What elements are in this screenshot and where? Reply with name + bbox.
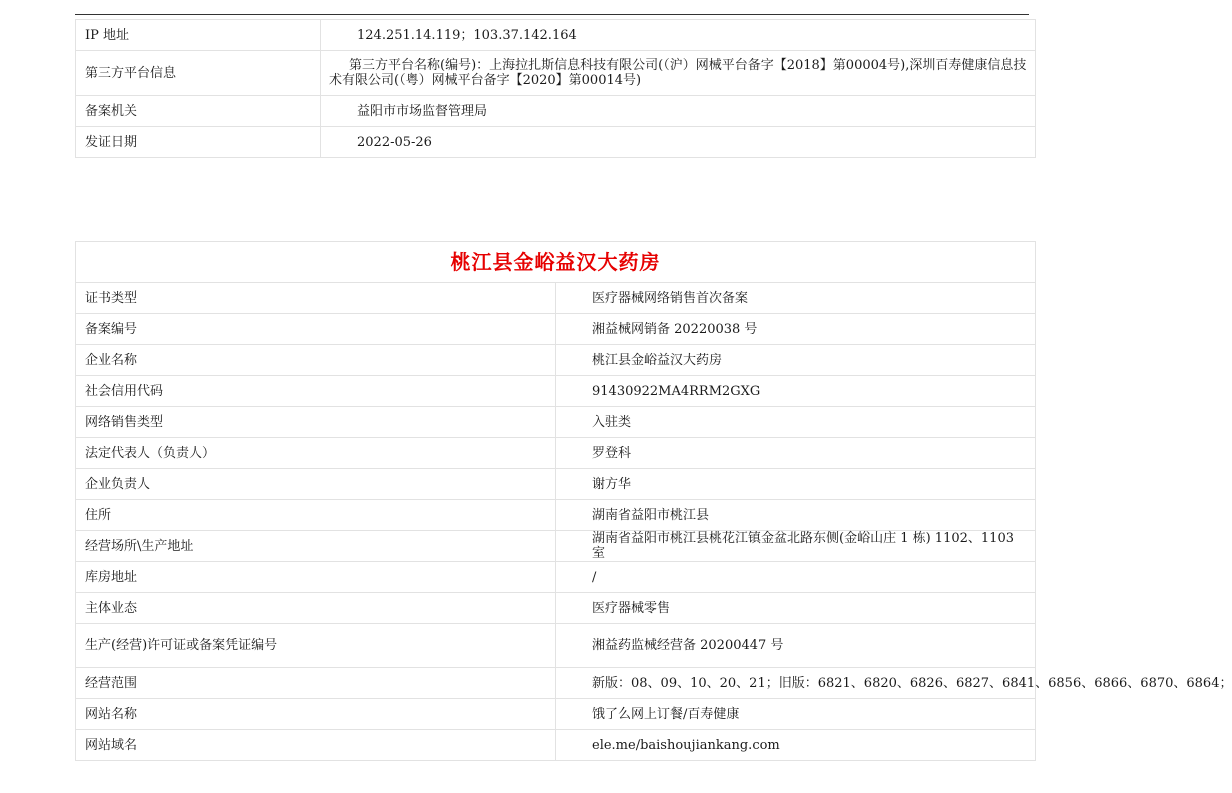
table-row [76, 127, 1036, 158]
table-row [76, 562, 1036, 593]
table-row [76, 730, 1036, 761]
row-value: ele.me/baishoujiankang.com [556, 730, 1036, 761]
table-row [76, 469, 1036, 500]
row-value: 入驻类 [556, 407, 1036, 438]
row-value: 湘益械网销备 20220038 号 [556, 314, 1036, 345]
row-label: 第三方平台信息 [76, 51, 321, 96]
row-value: / [556, 562, 1036, 593]
row-value: 湖南省益阳市桃江县桃花江镇金盆北路东侧(金峪山庄 1 栋) 1102、1103 室 [556, 531, 1036, 562]
row-label: 经营场所\生产地址 [76, 531, 556, 562]
row-label: 法定代表人（负责人） [76, 438, 556, 469]
row-value: 124.251.14.119；103.37.142.164 [321, 20, 1036, 51]
row-value: 益阳市市场监督管理局 [321, 96, 1036, 127]
row-value: 湘益药监械经营备 20200447 号 [556, 624, 1036, 668]
table-row [76, 283, 1036, 314]
row-value: 湖南省益阳市桃江县 [556, 500, 1036, 531]
row-value: 谢方华 [556, 469, 1036, 500]
row-value: 医疗器械网络销售首次备案 [556, 283, 1036, 314]
filing-info-table-continued [75, 19, 1036, 158]
table-row [76, 624, 1036, 668]
row-label: 备案编号 [76, 314, 556, 345]
table-row [76, 699, 1036, 730]
filing-info-table [75, 241, 1232, 761]
row-label: 企业负责人 [76, 469, 556, 500]
row-label: 发证日期 [76, 127, 321, 158]
row-label: 备案机关 [76, 96, 321, 127]
row-label: 社会信用代码 [76, 376, 556, 407]
table-row [76, 593, 1036, 624]
table-row [76, 407, 1036, 438]
row-value: 2022-05-26 [321, 127, 1036, 158]
table-row [76, 500, 1036, 531]
row-label: 网络销售类型 [76, 407, 556, 438]
table-row [76, 438, 1036, 469]
row-value: 91430922MA4RRM2GXG [556, 376, 1036, 407]
table-row [76, 314, 1036, 345]
row-value: 桃江县金峪益汉大药房 [556, 345, 1036, 376]
table-row [76, 96, 1036, 127]
row-value: 新版：08、09、10、20、21；旧版：6821、6820、6826、6827、6841、6856、6866、6870、6864； [556, 668, 1036, 699]
row-label: 主体业态 [76, 593, 556, 624]
row-label: 网站域名 [76, 730, 556, 761]
row-label: 住所 [76, 500, 556, 531]
row-label: 证书类型 [76, 283, 556, 314]
row-value: 饿了么网上订餐/百寿健康 [556, 699, 1036, 730]
top-divider [75, 14, 1029, 15]
table-row [76, 345, 1036, 376]
row-value: 罗登科 [556, 438, 1036, 469]
row-label: IP 地址 [76, 20, 321, 51]
table-row [76, 51, 1036, 96]
row-label: 经营范围 [76, 668, 556, 699]
table-row [76, 376, 1036, 407]
row-value: 医疗器械零售 [556, 593, 1036, 624]
row-value: 第三方平台名称(编号)：上海拉扎斯信息科技有限公司(（沪）网械平台备字【2018】第00004号),深圳百寿健康信息技术有限公司(（粤）网械平台备字【2020】第00014号) [321, 51, 1036, 96]
table-title-row [76, 242, 1036, 283]
table-row [76, 531, 1036, 562]
row-label: 生产(经营)许可证或备案凭证编号 [76, 624, 556, 668]
row-label: 网站名称 [76, 699, 556, 730]
table-row [76, 20, 1036, 51]
pharmacy-title: 桃江县金峪益汉大药房 [76, 242, 1036, 283]
row-label: 企业名称 [76, 345, 556, 376]
table-row [76, 668, 1036, 699]
row-label: 库房地址 [76, 562, 556, 593]
